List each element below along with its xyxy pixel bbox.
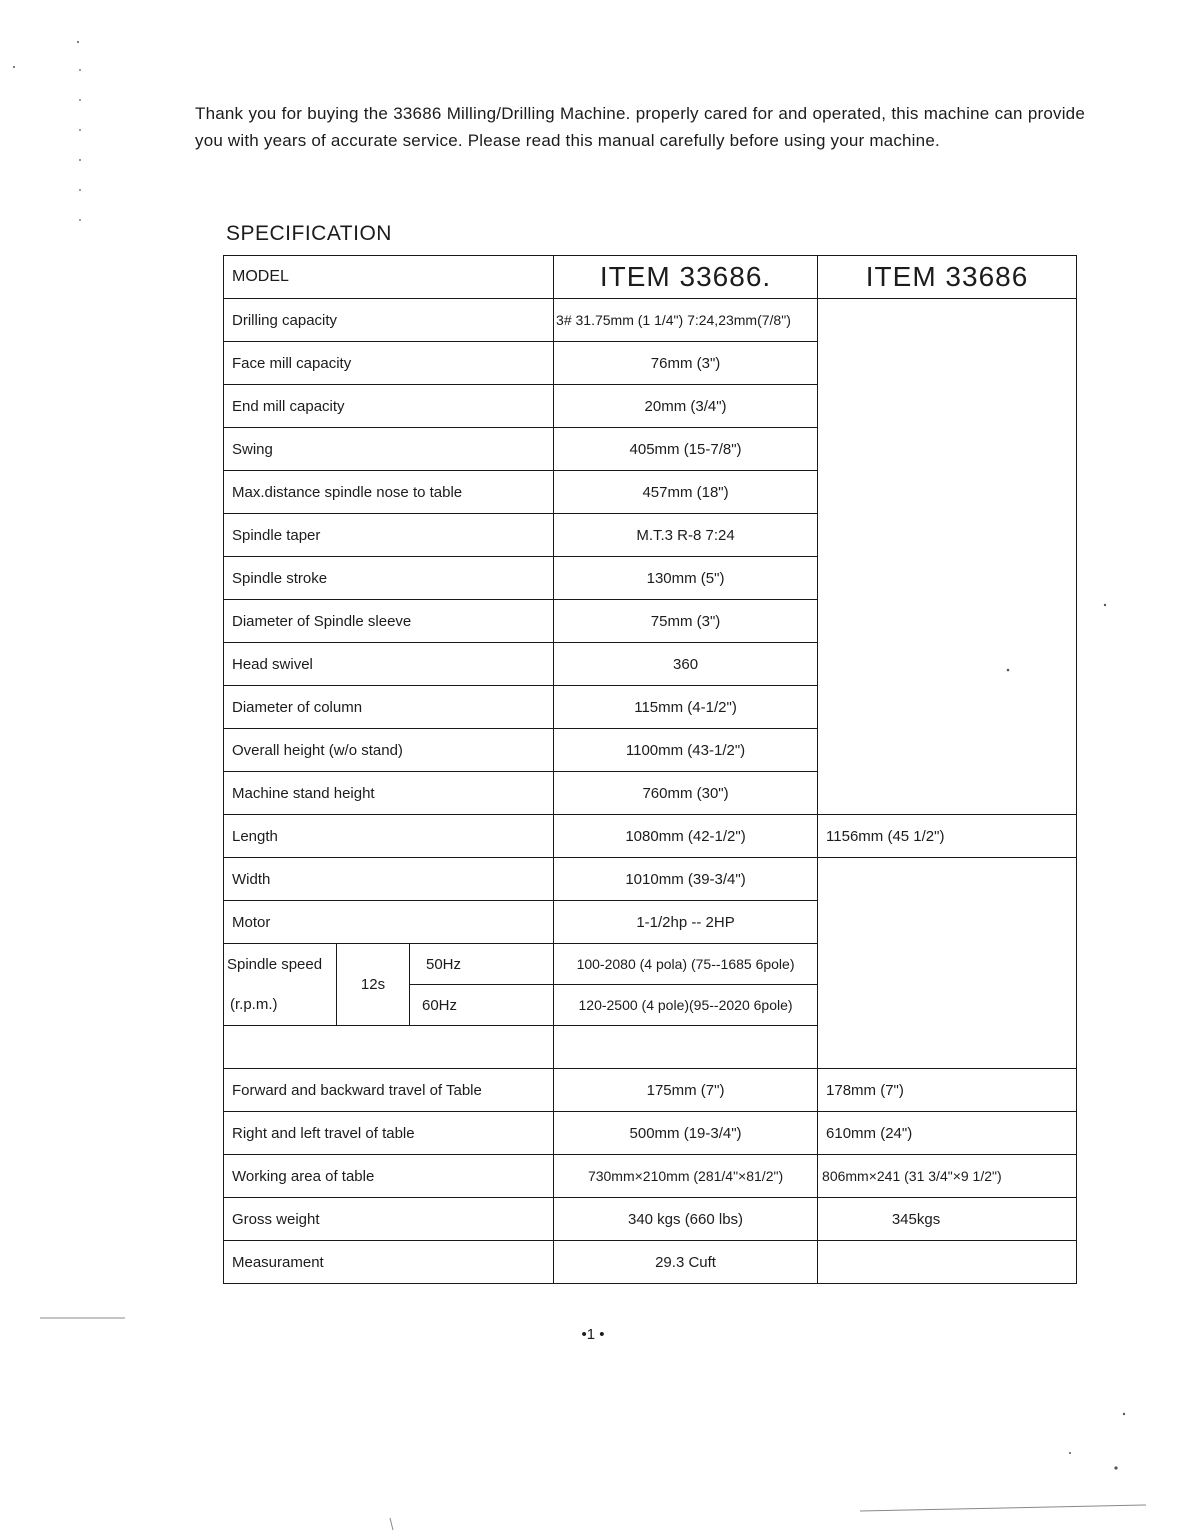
spec-value: 75mm (3") <box>554 600 818 643</box>
spindle-speed-label: Spindle speed <box>224 944 337 985</box>
table-row <box>224 1112 1077 1155</box>
spec-value: 1010mm (39-3/4") <box>554 858 818 901</box>
table-header-row <box>224 256 1077 299</box>
spec-value-col3: 178mm (7") <box>818 1069 1077 1112</box>
spec-label: Diameter of Spindle sleeve <box>224 600 554 643</box>
spec-value: 500mm (19-3/4") <box>554 1112 818 1155</box>
spec-value: M.T.3 R-8 7:24 <box>554 514 818 557</box>
spec-value: 29.3 Cuft <box>554 1241 818 1284</box>
model-col3-header: ITEM 33686 <box>818 256 1077 299</box>
spec-label: Swing <box>224 428 554 471</box>
frequency-50hz: 50Hz <box>410 944 554 985</box>
spec-label: Working area of table <box>224 1155 554 1198</box>
spec-value: 115mm (4-1/2") <box>554 686 818 729</box>
table-row <box>224 1155 1077 1198</box>
table-row <box>224 1241 1077 1284</box>
table-row <box>224 299 1077 342</box>
spec-value: 1-1/2hp -- 2HP <box>554 901 818 944</box>
spec-label: Measurament <box>224 1241 554 1284</box>
spec-value: 175mm (7") <box>554 1069 818 1112</box>
table-row <box>224 815 1077 858</box>
spec-value-col3: 345kgs <box>818 1198 1077 1241</box>
spec-value: 760mm (30") <box>554 772 818 815</box>
blank-cell <box>818 858 1077 1069</box>
spec-value-col3: 610mm (24") <box>818 1112 1077 1155</box>
spec-value: 405mm (15-7/8") <box>554 428 818 471</box>
page-number: •1 • <box>581 1326 605 1343</box>
spec-label: Forward and backward travel of Table <box>224 1069 554 1112</box>
spec-value: 3# 31.75mm (1 1/4") 7:24,23mm(7/8") <box>554 299 818 342</box>
spec-label: Face mill capacity <box>224 342 554 385</box>
spec-label: Length <box>224 815 554 858</box>
spec-label: End mill capacity <box>224 385 554 428</box>
spec-value: 76mm (3") <box>554 342 818 385</box>
empty-cell <box>554 1026 818 1069</box>
spec-label: Motor <box>224 901 554 944</box>
spec-value: 360 <box>554 643 818 686</box>
spec-label: Head swivel <box>224 643 554 686</box>
model-col2-header: ITEM 33686. <box>554 256 818 299</box>
spec-value: 20mm (3/4") <box>554 385 818 428</box>
specification-table <box>223 255 1077 1284</box>
spec-value: 457mm (18") <box>554 471 818 514</box>
spec-value: 730mm×210mm (281/4"×81/2") <box>554 1155 818 1198</box>
spec-value: 1080mm (42-1/2") <box>554 815 818 858</box>
model-label: MODEL <box>224 256 554 299</box>
frequency-60hz: 60Hz <box>410 985 554 1026</box>
spec-value-col3: 1156mm (45 1/2") <box>818 815 1077 858</box>
table-row <box>224 1069 1077 1112</box>
spec-label: Width <box>224 858 554 901</box>
spindle-speed-unit: (r.p.m.) <box>224 985 337 1026</box>
empty-cell <box>224 1026 554 1069</box>
spec-label: Gross weight <box>224 1198 554 1241</box>
intro-paragraph: Thank you for buying the 33686 Milling/Drilling Machine. properly cared for and operated, this machine can provide you with years of accurate service. Please read this manual carefully before using your machine. <box>195 104 1085 150</box>
spec-value: 340 kgs (660 lbs) <box>554 1198 818 1241</box>
spec-label: Spindle taper <box>224 514 554 557</box>
spec-label: Max.distance spindle nose to table <box>224 471 554 514</box>
spec-label: Machine stand height <box>224 772 554 815</box>
spec-label: Spindle stroke <box>224 557 554 600</box>
specification-heading: SPECIFICATION <box>226 222 392 245</box>
spindle-speed-60hz-value: 120-2500 (4 pole)(95--2020 6pole) <box>554 985 818 1026</box>
blank-cell <box>818 299 1077 815</box>
spec-value-col3 <box>818 1241 1077 1284</box>
spec-value: 1100mm (43-1/2") <box>554 729 818 772</box>
spec-label: Right and left travel of table <box>224 1112 554 1155</box>
spec-value: 130mm (5") <box>554 557 818 600</box>
spindle-speed-steps: 12s <box>337 944 410 1026</box>
spec-label: Drilling capacity <box>224 299 554 342</box>
table-row <box>224 1198 1077 1241</box>
spec-label: Overall height (w/o stand) <box>224 729 554 772</box>
table-row <box>224 858 1077 901</box>
spec-value-col3: 806mm×241 (31 3/4"×9 1/2") <box>818 1155 1077 1198</box>
spec-label: Diameter of column <box>224 686 554 729</box>
spindle-speed-50hz-value: 100-2080 (4 pola) (75--1685 6pole) <box>554 944 818 985</box>
